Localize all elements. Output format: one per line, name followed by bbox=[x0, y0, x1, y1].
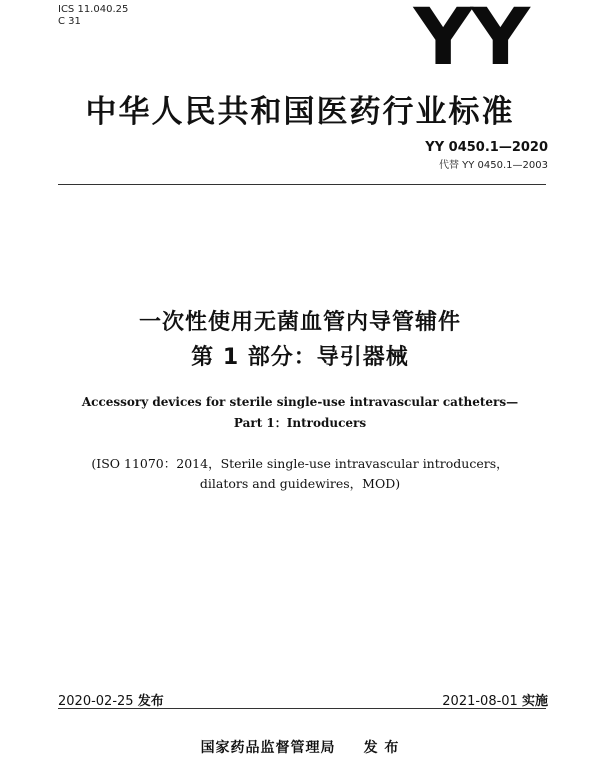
zh-title-line2: 第 1 部分：导引器械 bbox=[191, 345, 409, 370]
yy-logo: YY bbox=[413, 0, 528, 83]
issue-date-block bbox=[58, 690, 164, 709]
replaces-standard: 代替 YY 0450.1—2003 bbox=[438, 160, 548, 171]
issue-date: 2020-02-25 bbox=[58, 694, 134, 709]
issuer-line bbox=[0, 737, 600, 757]
ccs-code: C 31 bbox=[58, 16, 81, 27]
issuer-action: 发 布 bbox=[363, 740, 400, 756]
issuer-name: 国家药品监督管理局 bbox=[200, 740, 336, 756]
effective-label: 实施 bbox=[521, 694, 548, 709]
en-title-line2: Part 1：Introducers bbox=[233, 416, 367, 430]
zh-title-line1: 一次性使用无菌血管内导管辅件 bbox=[138, 310, 461, 335]
ics-code: ICS 11.040.25 bbox=[58, 4, 129, 15]
standard-number: YY 0450.1—2020 bbox=[425, 140, 548, 155]
iso-reference-line1: (ISO 11070：2014，Sterile single-use intravascular introducers， bbox=[91, 456, 509, 471]
effective-date-block bbox=[442, 690, 548, 709]
en-title-line1: Accessory devices for sterile single-use intravascular catheters— bbox=[81, 395, 519, 409]
bottom-rule bbox=[58, 708, 546, 709]
classification-codes bbox=[58, 4, 128, 28]
issue-label: 发布 bbox=[137, 694, 164, 709]
standard-type-title: 中华人民共和国医药行业标准 bbox=[85, 94, 515, 130]
effective-date: 2021-08-01 bbox=[442, 694, 518, 709]
iso-reference-line2: dilators and guidewires，MOD) bbox=[199, 476, 401, 491]
top-rule bbox=[58, 184, 546, 185]
